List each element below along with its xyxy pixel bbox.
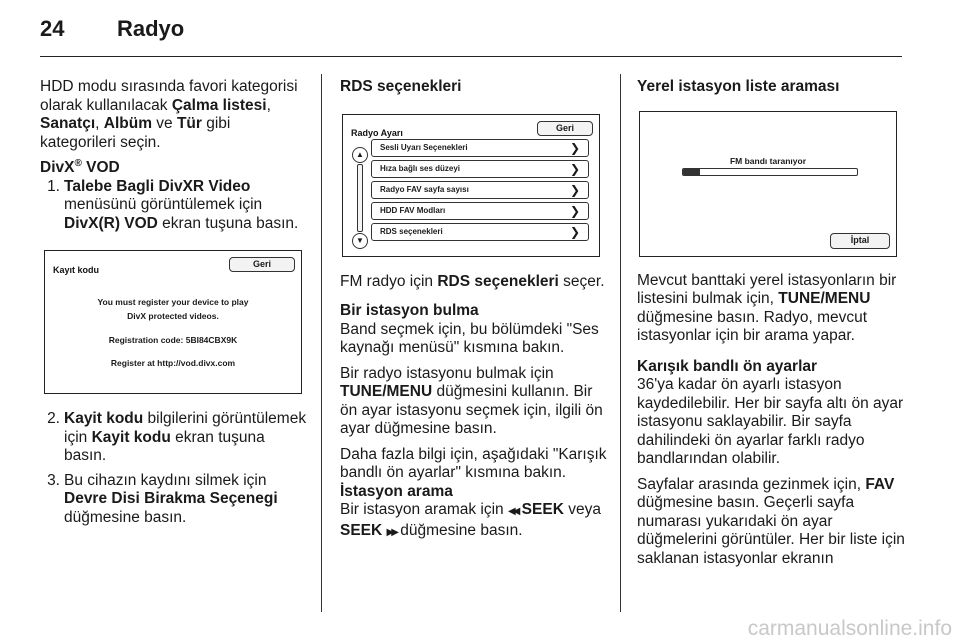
radio-settings-screen [342,114,600,257]
rds-description: FM radyo için RDS seçenekleri seçer. [340,272,605,290]
scroll-down-icon[interactable]: ▼ [352,233,368,249]
menu-item-speed-volume[interactable]: Hıza bağlı ses düzeyi ❯ [371,160,589,178]
seek-forward-icon: ▶▶ [386,526,396,538]
header-rule [40,56,902,57]
seek-text: Bir istasyon aramak için ◀◀ SEEK veya SEEK ▶▶ düğmesine basın. [340,501,601,539]
page-number: 24 [40,16,65,41]
back-button[interactable]: Geri [229,257,295,272]
column-divider-2 [620,74,621,612]
menu-item-alert-options[interactable]: Sesli Uyarı Seçenekleri ❯ [371,139,589,157]
page-title: Radyo [117,16,185,41]
chevron-right-icon: ❯ [569,161,580,176]
column-3 [637,78,905,575]
find-station-heading: Bir istasyon bulma [340,302,479,319]
scroll-up-icon[interactable]: ▲ [352,147,368,163]
back-button[interactable]: Geri [537,121,593,136]
divx-vod-heading: DivX® VOD [40,157,120,176]
register-message-line-2: DivX protected videos. [127,311,219,321]
column-divider-1 [321,74,322,612]
station-search-heading: İstasyon arama [340,482,453,500]
seek-back-icon: ◀◀ [507,506,518,517]
scan-label: FM bandı taranıyor [729,155,807,166]
screen-title: Kayıt kodu [53,265,100,275]
menu-item-rds-options[interactable]: RDS seçenekleri ❯ [371,223,589,241]
watermark: carmanualsonline.info [747,616,952,640]
local-search-text: Mevcut banttaki yerel istasyonların bir listesini bulmak için, TUNE/MENU düğmesine basın. Radyo, mevcut istasyonlar için bir arama yapar. [637,271,897,344]
intro-paragraph: HDD modu sırasında favori kategorisi olarak kullanılacak Çalma listesi, Sanatçı, Albüm ve Tür gibi kategorileri seçin. [40,78,298,151]
scrollbar-track[interactable] [357,164,363,232]
registration-screen [44,250,302,394]
local-search-heading: Yerel istasyon liste araması [637,78,840,95]
step-3: 3. Bu cihazın kaydını silmek için Devre Disi Birakma Seçenegi düğmesine basın. [47,471,278,526]
chevron-right-icon: ❯ [569,203,580,218]
column-2 [340,78,610,549]
chevron-right-icon: ❯ [569,224,580,239]
step-1: 1. Talebe Bagli DivXR Video menüsünü görüntülemek için DivX(R) VOD ekran tuşuna basın. [47,177,299,232]
tune-menu-text: Bir radyo istasyonu bulmak için TUNE/MENU düğmesini kullanın. Bir ön ayar istasyonu seçmek için, ilgili ön ayar düğmesine basın. [340,364,603,437]
register-message-line-1: You must register your device to play [97,297,249,307]
step-2: 2. Kayit kodu bilgilerini görüntülemek için Kayit kodu ekran tuşuna basın. [47,410,307,464]
mixed-presets-heading: Karışık bandlı ön ayarlar [637,357,818,375]
fav-navigation-text: Sayfalar arasında gezinmek için, FAV düğmesine basın. Geçerli sayfa numarası yukarıdaki ön ayar düğmelerini görüntüler. Her bir liste için saklanan istasyonlar ekranın [637,475,905,567]
menu-item-hdd-fav-modes[interactable]: HDD FAV Modları ❯ [371,202,589,220]
column-1 [40,78,308,527]
more-info-text: Daha fazla bilgi için, aşağıdaki "Karışık bandlı ön ayarlar" kısmına bakın. [340,445,607,481]
scan-progress-bar [682,168,858,176]
mixed-presets-text: 36'ya kadar ön ayarlı istasyon kaydedilebilir. Her bir sayfa altı ön ayar istasyonu saklayabilir. Bir sayfa dahilindeki ön ayarlar farklı radyo bandlarından olabilir. [637,376,904,467]
rds-options-heading: RDS seçenekleri [340,78,462,95]
chevron-right-icon: ❯ [569,182,580,197]
find-station-text: Band seçmek için, bu bölümdeki "Ses kaynağı menüsü" kısmına bakın. [340,320,599,356]
screen-title: Radyo Ayarı [351,127,403,138]
fm-scan-screen [639,111,897,257]
chevron-right-icon: ❯ [569,140,580,155]
cancel-button[interactable]: İptal [830,233,890,249]
scan-progress-fill [683,169,700,175]
registration-code: Registration code: 5BI84CBX9K [108,335,238,345]
menu-item-fav-pages[interactable]: Radyo FAV sayfa sayısı ❯ [371,181,589,199]
registration-url: Register at http://vod.divx.com [110,358,236,368]
